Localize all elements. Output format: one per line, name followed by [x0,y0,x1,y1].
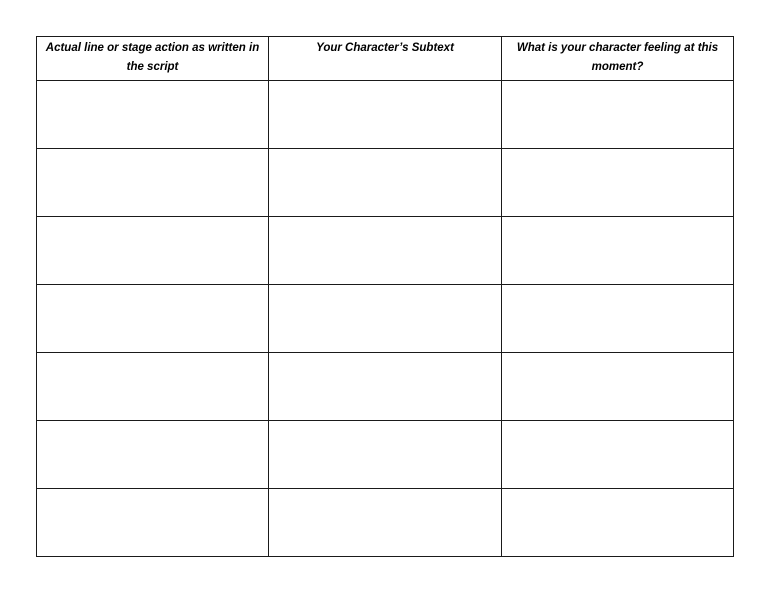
table-cell-feeling [502,217,734,285]
table-row [37,353,734,421]
table-cell-feeling [502,421,734,489]
header-feeling: What is your character feeling at this moment? [502,37,734,81]
table-cell-script-line [37,81,269,149]
table-cell-subtext [269,217,502,285]
table-cell-subtext [269,149,502,217]
subtext-worksheet-table [36,36,734,557]
worksheet-page [36,36,733,557]
table-row [37,489,734,557]
table-cell-subtext [269,285,502,353]
header-script-line: Actual line or stage action as written in the script [37,37,269,81]
table-cell-script-line [37,489,269,557]
table-cell-script-line [37,421,269,489]
table-row [37,81,734,149]
table-cell-feeling [502,285,734,353]
table-cell-subtext [269,489,502,557]
table-row [37,217,734,285]
table-cell-feeling [502,489,734,557]
table-cell-script-line [37,285,269,353]
table-header [37,37,734,81]
table-cell-subtext [269,81,502,149]
table-cell-script-line [37,353,269,421]
table-row [37,285,734,353]
table-cell-script-line [37,149,269,217]
table-body [37,81,734,557]
table-cell-script-line [37,217,269,285]
table-cell-feeling [502,353,734,421]
table-cell-subtext [269,353,502,421]
table-cell-feeling [502,149,734,217]
table-row [37,421,734,489]
table-cell-subtext [269,421,502,489]
table-cell-feeling [502,81,734,149]
header-subtext: Your Character’s Subtext [269,37,502,81]
header-row [37,37,734,81]
table-row [37,149,734,217]
